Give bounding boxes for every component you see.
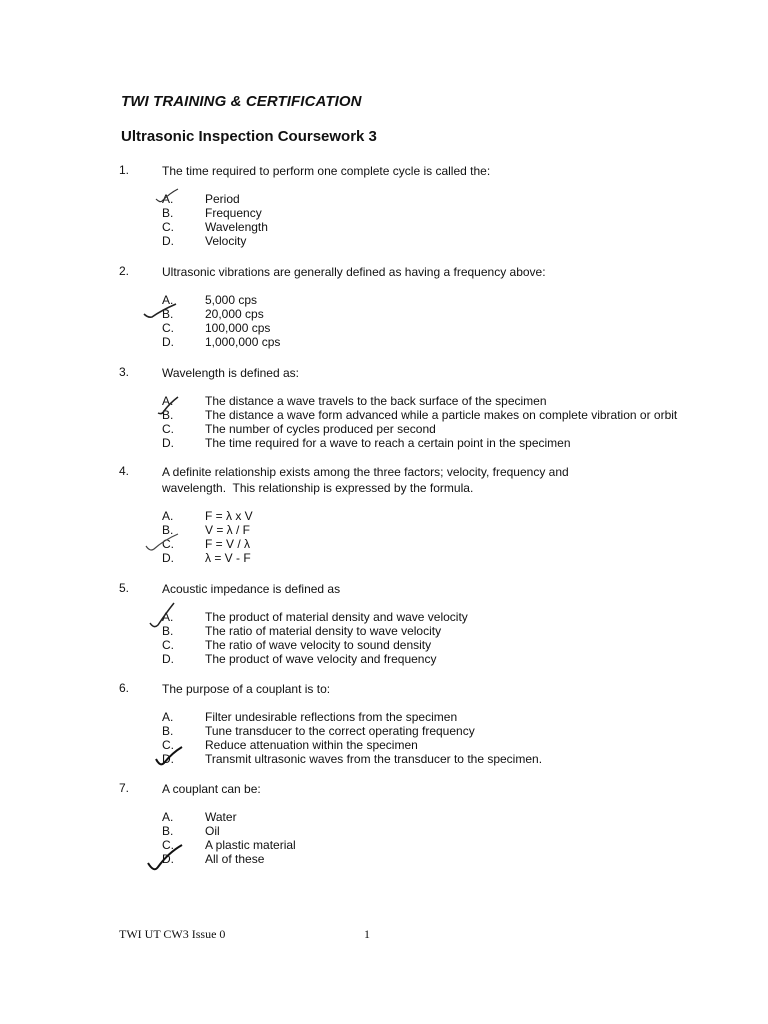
option-text: The product of wave velocity and frequency — [205, 652, 437, 666]
question-text: The purpose of a couplant is to: — [162, 682, 331, 696]
option-text: Frequency — [205, 206, 262, 220]
option-letter: C. — [162, 220, 174, 234]
option-text: A plastic material — [205, 838, 296, 852]
option-letter: B. — [162, 624, 174, 638]
option-letter: B. — [162, 824, 174, 838]
question-number: 6. — [119, 681, 130, 695]
organization-heading: TWI TRAINING & CERTIFICATION — [121, 93, 362, 110]
option-text: The product of material density and wave velocity — [205, 610, 468, 624]
question-text: A couplant can be: — [162, 782, 261, 796]
option-text: The ratio of material density to wave velocity — [205, 624, 442, 638]
option-text: The time required for a wave to reach a certain point in the specimen — [205, 436, 571, 450]
option-text: Velocity — [205, 234, 247, 248]
question-text: A definite relationship exists among the three factors; velocity, frequency and wavelength. This relationship is expressed by the formula. — [162, 465, 573, 495]
option-letter: A. — [162, 710, 174, 724]
option-letter: C. — [162, 838, 174, 852]
option-letter: A. — [162, 293, 174, 307]
question-text: Acoustic impedance is defined as — [162, 582, 341, 596]
option-letter: C. — [162, 738, 174, 752]
question-number: 5. — [119, 581, 130, 595]
option-letter: B. — [162, 724, 174, 738]
option-letter: B. — [162, 408, 174, 422]
option-letter: C. — [162, 321, 174, 335]
coursework-title: Ultrasonic Inspection Coursework 3 — [121, 128, 377, 145]
option-text: F = λ x V — [205, 509, 253, 523]
option-letter: B. — [162, 523, 174, 537]
option-text: 1,000,000 cps — [205, 335, 281, 349]
option-text: Wavelength — [205, 220, 268, 234]
option-text: Oil — [205, 824, 220, 838]
option-text: Reduce attenuation within the specimen — [205, 738, 418, 752]
question-number: 1. — [119, 163, 130, 177]
option-text: The distance a wave form advanced while a particle makes on complete vibration or orbit — [205, 408, 678, 422]
option-letter: D. — [162, 551, 174, 565]
page-number: 1 — [364, 927, 370, 941]
question-number: 4. — [119, 464, 130, 478]
option-letter: A. — [162, 810, 174, 824]
option-letter: A. — [162, 192, 174, 206]
option-letter: D. — [162, 752, 174, 766]
option-letter: D. — [162, 335, 174, 349]
option-letter: D. — [162, 852, 174, 866]
option-text: V = λ / F — [205, 523, 251, 537]
option-text: Period — [205, 192, 240, 206]
option-text: Water — [205, 810, 237, 824]
question-number: 7. — [119, 781, 130, 795]
question-text: The time required to perform one complete cycle is called the: — [162, 164, 491, 178]
option-text: The number of cycles produced per second — [205, 422, 436, 436]
question-number: 3. — [119, 365, 130, 379]
option-letter: B. — [162, 307, 174, 321]
option-text: Tune transducer to the correct operating frequency — [205, 724, 475, 738]
option-letter: C. — [162, 537, 174, 551]
option-letter: C. — [162, 422, 174, 436]
option-letter: A. — [162, 394, 174, 408]
option-letter: D. — [162, 436, 174, 450]
question-text: Ultrasonic vibrations are generally defined as having a frequency above: — [162, 265, 546, 279]
option-text: All of these — [205, 852, 265, 866]
option-letter: D. — [162, 652, 174, 666]
question-number: 2. — [119, 264, 130, 278]
option-letter: A. — [162, 610, 174, 624]
option-letter: C. — [162, 638, 174, 652]
option-letter: B. — [162, 206, 174, 220]
option-letter: D. — [162, 234, 174, 248]
document-reference: TWI UT CW3 Issue 0 — [119, 927, 226, 941]
option-text: 20,000 cps — [205, 307, 264, 321]
question-text: Wavelength is defined as: — [162, 366, 299, 380]
option-text: The distance a wave travels to the back surface of the specimen — [205, 394, 547, 408]
option-text: F = V / λ — [205, 537, 251, 551]
option-text: 5,000 cps — [205, 293, 258, 307]
option-text: Filter undesirable reflections from the specimen — [205, 710, 458, 724]
option-text: Transmit ultrasonic waves from the transducer to the specimen. — [205, 752, 543, 766]
option-text: The ratio of wave velocity to sound density — [205, 638, 432, 652]
option-letter: A. — [162, 509, 174, 523]
option-text: λ = V - F — [205, 551, 251, 565]
option-text: 100,000 cps — [205, 321, 271, 335]
